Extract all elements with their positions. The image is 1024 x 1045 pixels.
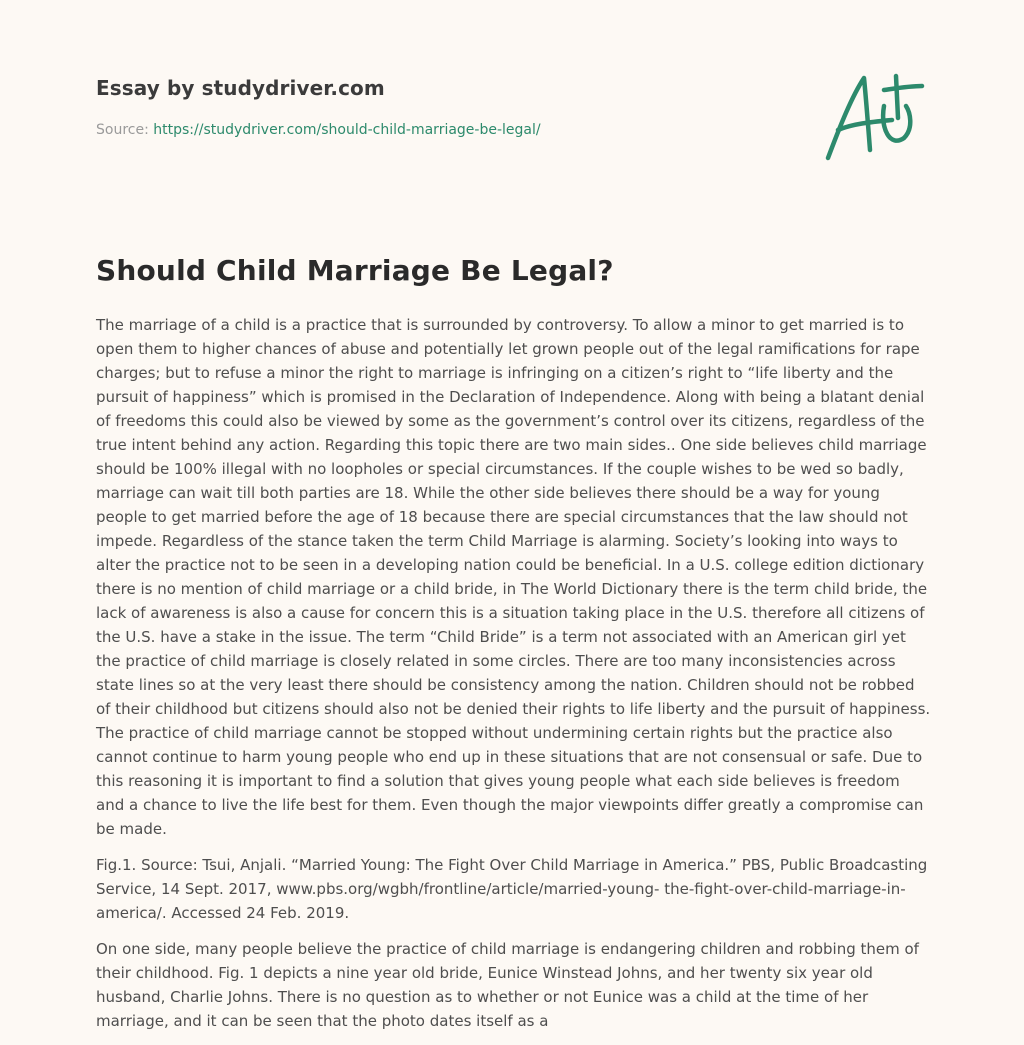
source-label: Source: [96, 122, 149, 138]
paragraph: On one side, many people believe the practice of child marriage is endangering children and robbing them of their childhood. Fig. 1 depicts a nine year old bride, Eunice Winstead Johns, and her twenty six year old husband, Charlie Johns. There is no question as to whether or not Eunice was a child at the time of her marriage, and it can be seen that the photo dates itself as a [96, 940, 919, 1030]
source-line [96, 122, 928, 138]
source-link[interactable]: https://studydriver.com/should-child-marriage-be-legal/ [153, 122, 541, 138]
a-plus-logo-icon [818, 66, 930, 166]
brand-title: Essay by studydriver.com [96, 76, 385, 100]
essay-header [96, 76, 928, 138]
figure-citation: Fig.1. Source: Tsui, Anjali. “Married Young: The Fight Over Child Marriage in America.” PBS, Public Broadcasting Service, 14 Sept. 2017, www.pbs.org/wgbh/frontline/article/married-young- the-fight-over-child-marriage-in-america/. Accessed 24 Feb. 2019. [96, 856, 928, 922]
page-title: Should Child Marriage Be Legal? [96, 254, 614, 287]
paragraph: The marriage of a child is a practice that is surrounded by controversy. To allow a minor to get married is to open them to higher chances of abuse and potentially let grown people out of the legal ramifications for rape charges; but to refuse a minor the right to marriage is infringing on a citizen’s right to “life liberty and the pursuit of happiness” which is promised in the Declaration of Independence. Along with being a blatant denial of freedoms this could also be viewed by some as the government’s control over its citizens, regardless of the true intent behind any action. Regarding this topic there are two main sides.. One side believes child marriage should be 100% illegal with no loopholes or special circumstances. If the couple wishes to be wed so badly, marriage can wait till both parties are 18. While the other side believes there should be a way for young people to get married before the age of 18 because there are special circumstances that the law should not impede. Regardless of the stance taken the term Child Marriage is alarming. Society’s looking into ways to alter the practice not to be seen in a developing nation could be beneficial. In a U.S. college edition dictionary there is no mention of child marriage or a child bride, in The World Dictionary there is the term child bride, the lack of awareness is also a cause for concern this is a situation taking place in the U.S. therefore all citizens of the U.S. have a stake in the issue. The term “Child Bride” is a term not associated with an American girl yet the practice of child marriage is closely related in some circles. There are too many inconsistencies across state lines so at the very least there should be consistency among the nation. Children should not be robbed of their childhood but citizens should also not be denied their rights to life liberty and the pursuit of happiness. The practice of child marriage cannot be stopped without undermining certain rights but the practice also cannot continue to harm young people who end up in these situations that are not consensual or safe. Due to this reasoning it is important to find a solution that gives young people what each side believes is freedom and a chance to live the life best for them. Even though the major viewpoints differ greatly a compromise can be made. [96, 316, 931, 838]
essay-body [96, 313, 932, 1045]
